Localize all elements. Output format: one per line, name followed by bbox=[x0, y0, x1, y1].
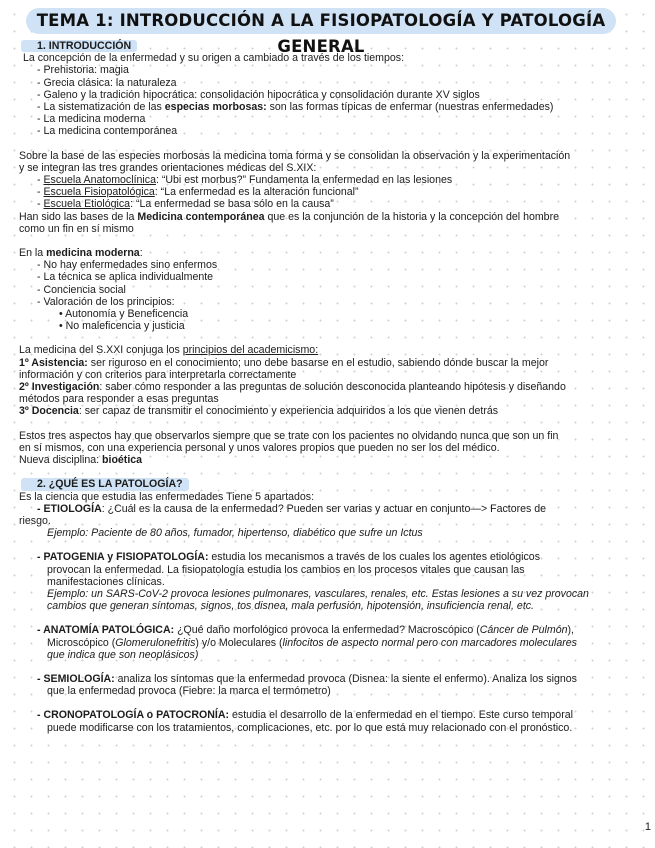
paragraph bbox=[19, 211, 635, 223]
paragraph bbox=[19, 637, 635, 649]
text: que es la conjunción de la historia y la concepción del hombre bbox=[264, 210, 559, 223]
underlined-text: principios del academicismo: bbox=[182, 344, 319, 357]
example-text: Ejemplo: Paciente de 80 años, fumador, hipertenso, diabético que sufre un Ictus bbox=[47, 527, 423, 540]
list-item: - Conciencia social bbox=[37, 283, 126, 296]
page-title: TEMA 1: INTRODUCCIÓN A LA FISIOPATOLOGÍA Y PATOLOGÍA GENERAL bbox=[36, 11, 606, 56]
paragraph: puede modificarse con los tratamientos, complicaciones, etc. por lo que está muy relacionado con el pronóstico. bbox=[47, 721, 573, 734]
italic-text: linfocitos de aspecto normal pero con marcadores moleculares bbox=[282, 636, 577, 649]
paragraph bbox=[19, 344, 635, 356]
list-item-etiologia bbox=[19, 503, 635, 515]
page-number: 1 bbox=[644, 820, 651, 833]
text: ), bbox=[567, 624, 574, 637]
paragraph: manifestaciones clínicas. bbox=[47, 575, 165, 588]
text: : ser capaz de transmitir el conocimiento y experiencia adquiridos a los que vienen detrás bbox=[78, 405, 499, 418]
example-text: cambios que generan síntomas, signos, tos disnea, mala perfusión, hipotensión, insuficiencia renal, etc. bbox=[47, 600, 535, 613]
paragraph: riesgo. bbox=[19, 514, 51, 527]
list-item: - La medicina contemporánea bbox=[37, 125, 178, 138]
text: estudia el desarrollo de la enfermedad en el tiempo. Este curso temporal bbox=[229, 709, 573, 722]
list-item bbox=[19, 198, 635, 210]
list-item: - Valoración de los principios: bbox=[37, 295, 175, 308]
text: ) y/o Moleculares ( bbox=[195, 636, 283, 649]
list-item: - La medicina moderna bbox=[37, 113, 146, 126]
bold-text: - ETIOLOGÍA bbox=[37, 502, 102, 515]
paragraph: en sí mismos, con una experiencia personal y unos valores propios que pueden no ser los del médico. bbox=[19, 441, 500, 454]
paragraph bbox=[19, 357, 635, 369]
list-item bbox=[19, 186, 635, 198]
document-body bbox=[19, 40, 635, 734]
text: - bbox=[37, 186, 44, 199]
list-item-cronopatologia bbox=[19, 709, 635, 721]
text: En la bbox=[19, 247, 47, 260]
paragraph: información y con criterios para interpretarla correctamente bbox=[19, 368, 297, 381]
text: ¿Qué daño morfológico provoca la enfermedad? Macroscópico ( bbox=[174, 624, 480, 637]
bold-text: Medicina contemporánea bbox=[137, 210, 265, 223]
bold-text: - SEMIOLOGÍA: bbox=[37, 672, 115, 685]
text: : “La enfermedad es la alteración funcional” bbox=[154, 186, 359, 199]
list-item-anatomia-patologica bbox=[19, 624, 635, 636]
example-text: que indica que son neoplásicos) bbox=[47, 648, 199, 661]
list-item-patogenia bbox=[19, 551, 635, 563]
paragraph bbox=[19, 247, 635, 259]
text: estudia los mecanismos a través de los cuales los agentes etiológicos bbox=[208, 551, 540, 564]
underlined-text: Escuela Etiológica bbox=[43, 198, 131, 211]
section-heading-introduccion: 1. INTRODUCCIÓN bbox=[21, 40, 137, 52]
underlined-text: Escuela Anatomoclínica bbox=[43, 174, 156, 187]
text: Microscópico ( bbox=[47, 636, 116, 649]
text: : ¿Cuál es la causa de la enfermedad? Pueden ser varias y actuar en conjunto—> Factores de bbox=[101, 502, 547, 515]
text: analiza los síntomas que la enfermedad provoca (Disnea: la siente el enfermo). Analiza los signos bbox=[114, 672, 577, 685]
paragraph: Es la ciencia que estudia las enfermedades Tiene 5 apartados: bbox=[19, 490, 315, 503]
paragraph: Estos tres aspectos hay que observarlos siempre que se trate con los pacientes no olvidando nunca que son un fin bbox=[19, 429, 559, 442]
bold-text: 2º Investigación bbox=[19, 381, 100, 394]
text: : saber cómo responder a las preguntas de solución desconocida planteando hipótesis y diseñando bbox=[99, 381, 566, 394]
text: - bbox=[37, 198, 44, 211]
bold-text: bioética bbox=[102, 454, 143, 467]
paragraph bbox=[19, 454, 635, 466]
list-item: - No hay enfermedades sino enfermos bbox=[37, 259, 218, 272]
list-item bbox=[19, 174, 635, 186]
bold-text: 3º Docencia bbox=[19, 405, 79, 418]
bold-text: - ANATOMÍA PATOLÓGICA: bbox=[37, 624, 175, 637]
text: - La sistematización de las bbox=[37, 101, 165, 114]
text: ser riguroso en el conocimiento; uno debe basarse en el estudio, sabiendo dónde buscar la mejor bbox=[87, 356, 549, 369]
bold-text: - CRONOPATOLOGÍA o PATOCRONÍA: bbox=[37, 709, 230, 722]
paragraph: Sobre la base de las especies morbosas la medicina toma forma y se consolidan la observación y la experimentación bbox=[19, 149, 571, 162]
title-banner bbox=[26, 8, 616, 56]
list-item: - La técnica se aplica individualmente bbox=[37, 271, 214, 284]
italic-text: Cáncer de Pulmón bbox=[479, 624, 568, 637]
paragraph: como un fin en sí mismo bbox=[19, 222, 134, 235]
bullet-item: • Autonomía y Beneficencia bbox=[59, 308, 189, 321]
text: Han sido las bases de la bbox=[19, 210, 138, 223]
italic-text: Glomerulonefritis bbox=[115, 636, 196, 649]
underlined-text: Escuela Fisiopatológica bbox=[43, 186, 155, 199]
text: La medicina del S.XXI conjuga los bbox=[19, 344, 183, 357]
text: : “La enfermedad se basa sólo en la causa” bbox=[130, 198, 334, 211]
bold-text: 1º Asistencia: bbox=[19, 356, 88, 369]
paragraph bbox=[19, 381, 635, 393]
list-item-semiologia bbox=[19, 673, 635, 685]
list-item bbox=[19, 101, 635, 113]
text: : “Ubi est morbus?” Fundamenta la enfermedad en las lesiones bbox=[155, 174, 453, 187]
list-item: - Galeno y la tradición hipocrática: consolidación hipocrática y consolidación durante XV siglos bbox=[37, 88, 480, 101]
text: : bbox=[139, 247, 143, 260]
paragraph bbox=[19, 405, 635, 417]
paragraph: La concepción de la enfermedad y su origen a cambiado a través de los tiempos: bbox=[23, 52, 405, 65]
paragraph: y se integran las tres grandes orientaciones médicas del S.XIX: bbox=[19, 161, 317, 174]
section-heading-patologia: 2. ¿QUÉ ES LA PATOLOGÍA? bbox=[21, 478, 189, 490]
bold-text: - PATOGENIA y FISIOPATOLOGÍA: bbox=[37, 551, 209, 564]
paragraph: provocan la enfermedad. La fisiopatología estudia los cambios en los procesos vitales que causan las bbox=[47, 563, 525, 576]
list-item: - Prehistoria: magia bbox=[37, 64, 129, 77]
paragraph: que la enfermedad provoca (Fiebre: la marca el termómetro) bbox=[47, 685, 331, 698]
bold-text: especias morbosas: bbox=[164, 101, 267, 114]
text: Nueva disciplina: bbox=[19, 454, 103, 467]
text: - bbox=[37, 174, 44, 187]
bold-text: medicina moderna bbox=[46, 247, 140, 260]
example-text: Ejemplo: un SARS-CoV-2 provoca lesiones pulmonares, vasculares, renales, etc. Estas lesiones a su vez provocan bbox=[47, 587, 589, 600]
paragraph: métodos para responder a esas preguntas bbox=[19, 393, 219, 406]
list-item: - Grecia clásica: la naturaleza bbox=[37, 76, 177, 89]
bullet-item: • No maleficencia y justicia bbox=[59, 320, 185, 333]
text: son las formas típicas de enfermar (nuestras enfermedades) bbox=[266, 101, 554, 114]
